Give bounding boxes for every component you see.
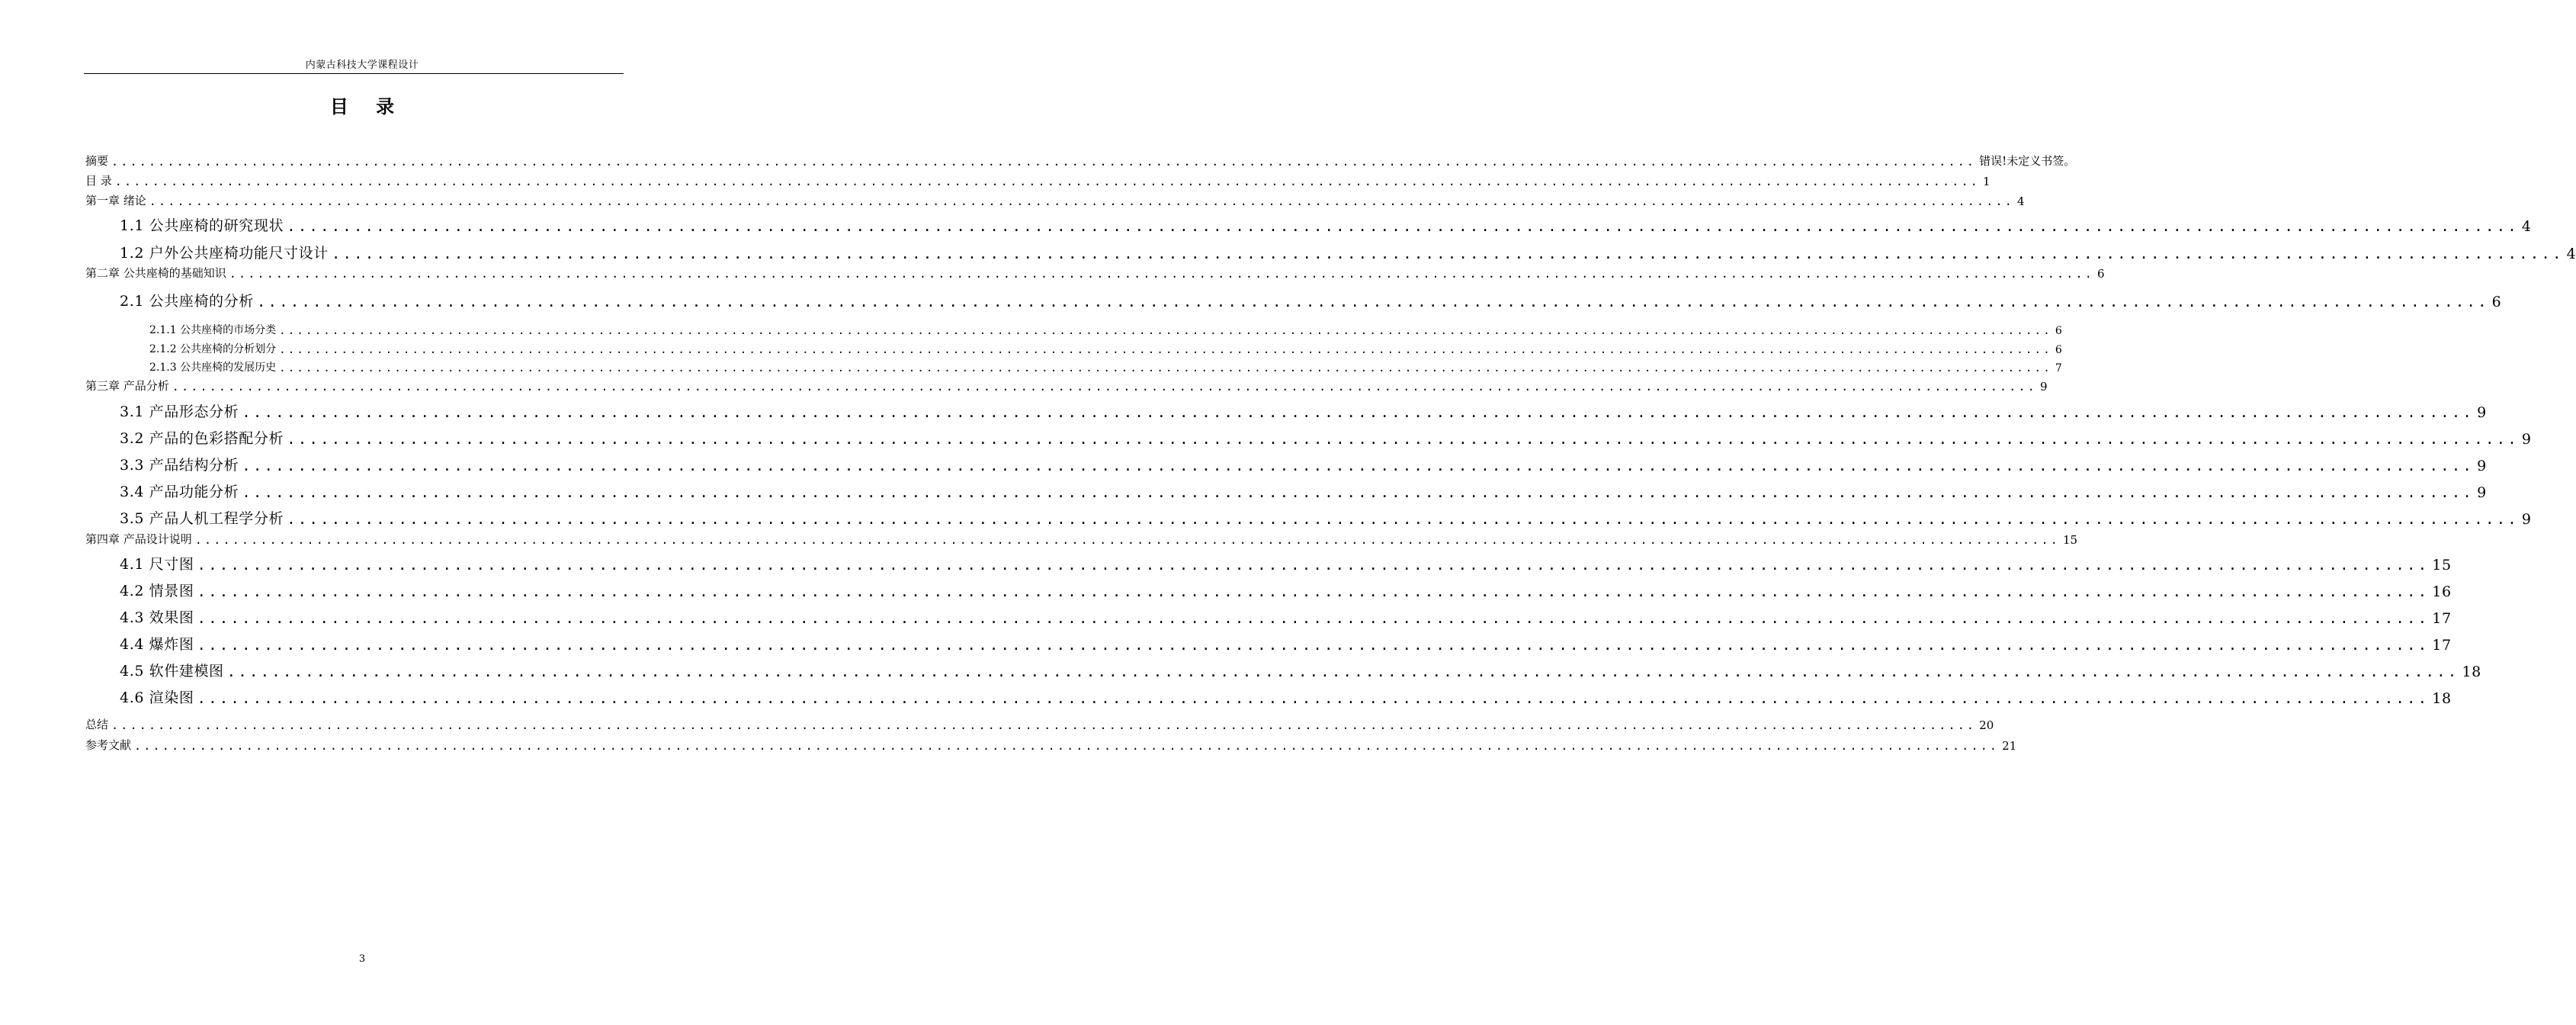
toc-entry-page: 15 [2062,533,2078,547]
toc-entry-label: 第一章 绪论 [85,194,146,207]
toc-entry-page: 6 [2491,294,2502,310]
toc-entry-label: 4.3 效果图 [120,609,194,626]
toc-entry-label: 摘要 [85,154,109,168]
toc-entry-page: 17 [2432,637,2452,654]
dot-leader: ........................................................................................................................................................................................................ [279,325,2052,337]
dot-leader: ........................................................................................................................................................................................................ [149,194,2014,208]
page-number: 3 [358,953,366,965]
toc-entry[interactable] [85,193,2025,208]
toc-entry-page: 20 [1979,718,1994,732]
toc-entry-page: 9 [2521,431,2532,448]
toc-entry[interactable] [149,360,2062,374]
toc-entry-page: 9 [2477,404,2487,421]
toc-entry[interactable] [120,508,2532,528]
toc-entry[interactable] [120,580,2452,600]
toc-entry[interactable] [85,265,2105,281]
toc-entry[interactable] [120,455,2487,474]
toc-entry-label: 4.6 渲染图 [120,689,194,706]
toc-entry[interactable] [85,737,2017,753]
toc-entry-label: 2.1.2 公共座椅的分析划分 [149,343,277,355]
dot-leader: ........................................................................................................................................................................................................ [114,175,1980,188]
dot-leader: ........................................................................................................................................................................................................ [279,362,2052,374]
toc-entry[interactable] [120,215,2532,235]
toc-entry[interactable] [120,291,2502,310]
dot-leader: ........................................................................................................................................................................................................ [194,533,2060,547]
toc-entry[interactable] [85,153,2076,169]
toc-entry-label: 2.1.1 公共座椅的市场分类 [149,324,277,336]
dot-leader: ........................................................................................................................................................................................................ [111,155,1977,169]
toc-entry-page: 18 [2432,690,2452,707]
dot-leader: ........................................................................................................................................................................................................ [134,739,2000,753]
toc-entry-page: 9 [2477,458,2487,474]
toc-entry[interactable] [85,717,1994,732]
toc-entry[interactable] [120,660,2481,680]
toc-entry-label: 3.4 产品功能分析 [120,484,239,500]
toc-entry-page: 7 [2055,362,2062,374]
dot-leader: ........................................................................................................................................................................................................ [287,431,2519,448]
toc-entry[interactable] [85,532,2078,547]
toc-entry-label: 4.4 爆炸图 [120,636,194,653]
toc-entry-label: 第三章 产品分析 [85,379,169,393]
toc-entry[interactable] [120,481,2487,501]
dot-leader: ........................................................................................................................................................................................................ [229,267,2094,281]
toc-entry[interactable] [120,554,2452,574]
dot-leader: ........................................................................................................................................................................................................ [197,557,2430,574]
toc-entry-label: 2.1.3 公共座椅的发展历史 [149,361,277,374]
header-rule [84,73,624,74]
dot-leader: ........................................................................................................................................................................................................ [287,511,2519,528]
dot-leader: ........................................................................................................................................................................................................ [287,218,2519,235]
toc-entry[interactable] [149,323,2062,337]
toc-entry[interactable] [149,342,2062,356]
toc-entry-page: 9 [2039,380,2048,394]
dot-leader: ........................................................................................................................................................................................................ [197,583,2430,600]
dot-leader: ........................................................................................................................................................................................................ [172,380,2037,394]
dot-leader: ........................................................................................................................................................................................................ [242,484,2475,501]
dot-leader: ........................................................................................................................................................................................................ [111,718,1977,732]
toc-entry[interactable] [120,687,2452,707]
toc-entry-label: 2.1 公共座椅的分析 [120,293,254,310]
toc-entry-label: 第四章 产品设计说明 [85,532,192,546]
toc-entry-label: 4.2 情景图 [120,583,194,599]
toc-entry-label: 3.2 产品的色彩搭配分析 [120,430,284,447]
toc-entry-page: 4 [2016,194,2025,208]
toc-title: 目 录 [329,96,406,117]
toc-entry-page: 错误!未定义书签。 [1979,154,2076,168]
dot-leader: ........................................................................................................................................................................................................ [226,664,2459,680]
toc-entry-page: 15 [2432,557,2452,574]
page-header: 内蒙古科技大学课程设计 [305,59,419,71]
toc-entry-label: 参考文献 [85,738,132,752]
toc-entry-page: 16 [2432,583,2452,600]
dot-leader: ........................................................................................................................................................................................................ [242,404,2475,421]
toc-entry-label: 3.1 产品形态分析 [120,403,239,420]
toc-entry[interactable] [120,634,2452,654]
toc-entry-label: 3.5 产品人机工程学分析 [120,510,284,527]
toc-entry[interactable] [85,378,2048,394]
dot-leader: ........................................................................................................................................................................................................ [256,294,2489,310]
toc-entry-page: 4 [2521,218,2532,235]
toc-entry-page: 6 [2055,325,2062,337]
toc-entry[interactable] [120,401,2487,421]
toc-entry-page: 18 [2462,664,2481,680]
dot-leader: ........................................................................................................................................................................................................ [279,344,2052,356]
toc-entry[interactable] [120,607,2452,627]
dot-leader: ........................................................................................................................................................................................................ [242,458,2475,474]
toc-entry-page: 9 [2521,511,2532,528]
toc-entry-page: 1 [1982,175,1991,188]
toc-entry-label: 1.2 户外公共座椅功能尺寸设计 [120,245,329,262]
dot-leader: ........................................................................................................................................................................................................ [197,690,2430,707]
dot-leader: ........................................................................................................................................................................................................ [197,610,2430,627]
toc-entry[interactable] [120,428,2532,448]
toc-entry-page: 21 [2002,739,2017,753]
toc-entry-page: 9 [2477,484,2487,501]
toc-entry-page: 17 [2432,610,2452,627]
toc-entry-page: 6 [2055,344,2062,356]
toc-entry-page: 4 [2566,246,2576,262]
toc-entry-label: 第二章 公共座椅的基础知识 [85,266,226,280]
toc-entry[interactable] [85,173,1991,188]
dot-leader: ........................................................................................................................................................................................................ [331,246,2564,262]
toc-entry-label: 目 录 [85,174,112,188]
toc-entry-label: 4.1 尺寸图 [120,556,194,573]
toc-entry-label: 1.1 公共座椅的研究现状 [120,217,284,234]
toc-entry[interactable] [120,243,2576,262]
toc-entry-page: 6 [2096,267,2105,281]
toc-entry-label: 4.5 软件建模图 [120,663,224,680]
dot-leader: ........................................................................................................................................................................................................ [197,637,2430,654]
toc-entry-label: 3.3 产品结构分析 [120,457,239,474]
toc-entry-label: 总结 [85,718,109,731]
